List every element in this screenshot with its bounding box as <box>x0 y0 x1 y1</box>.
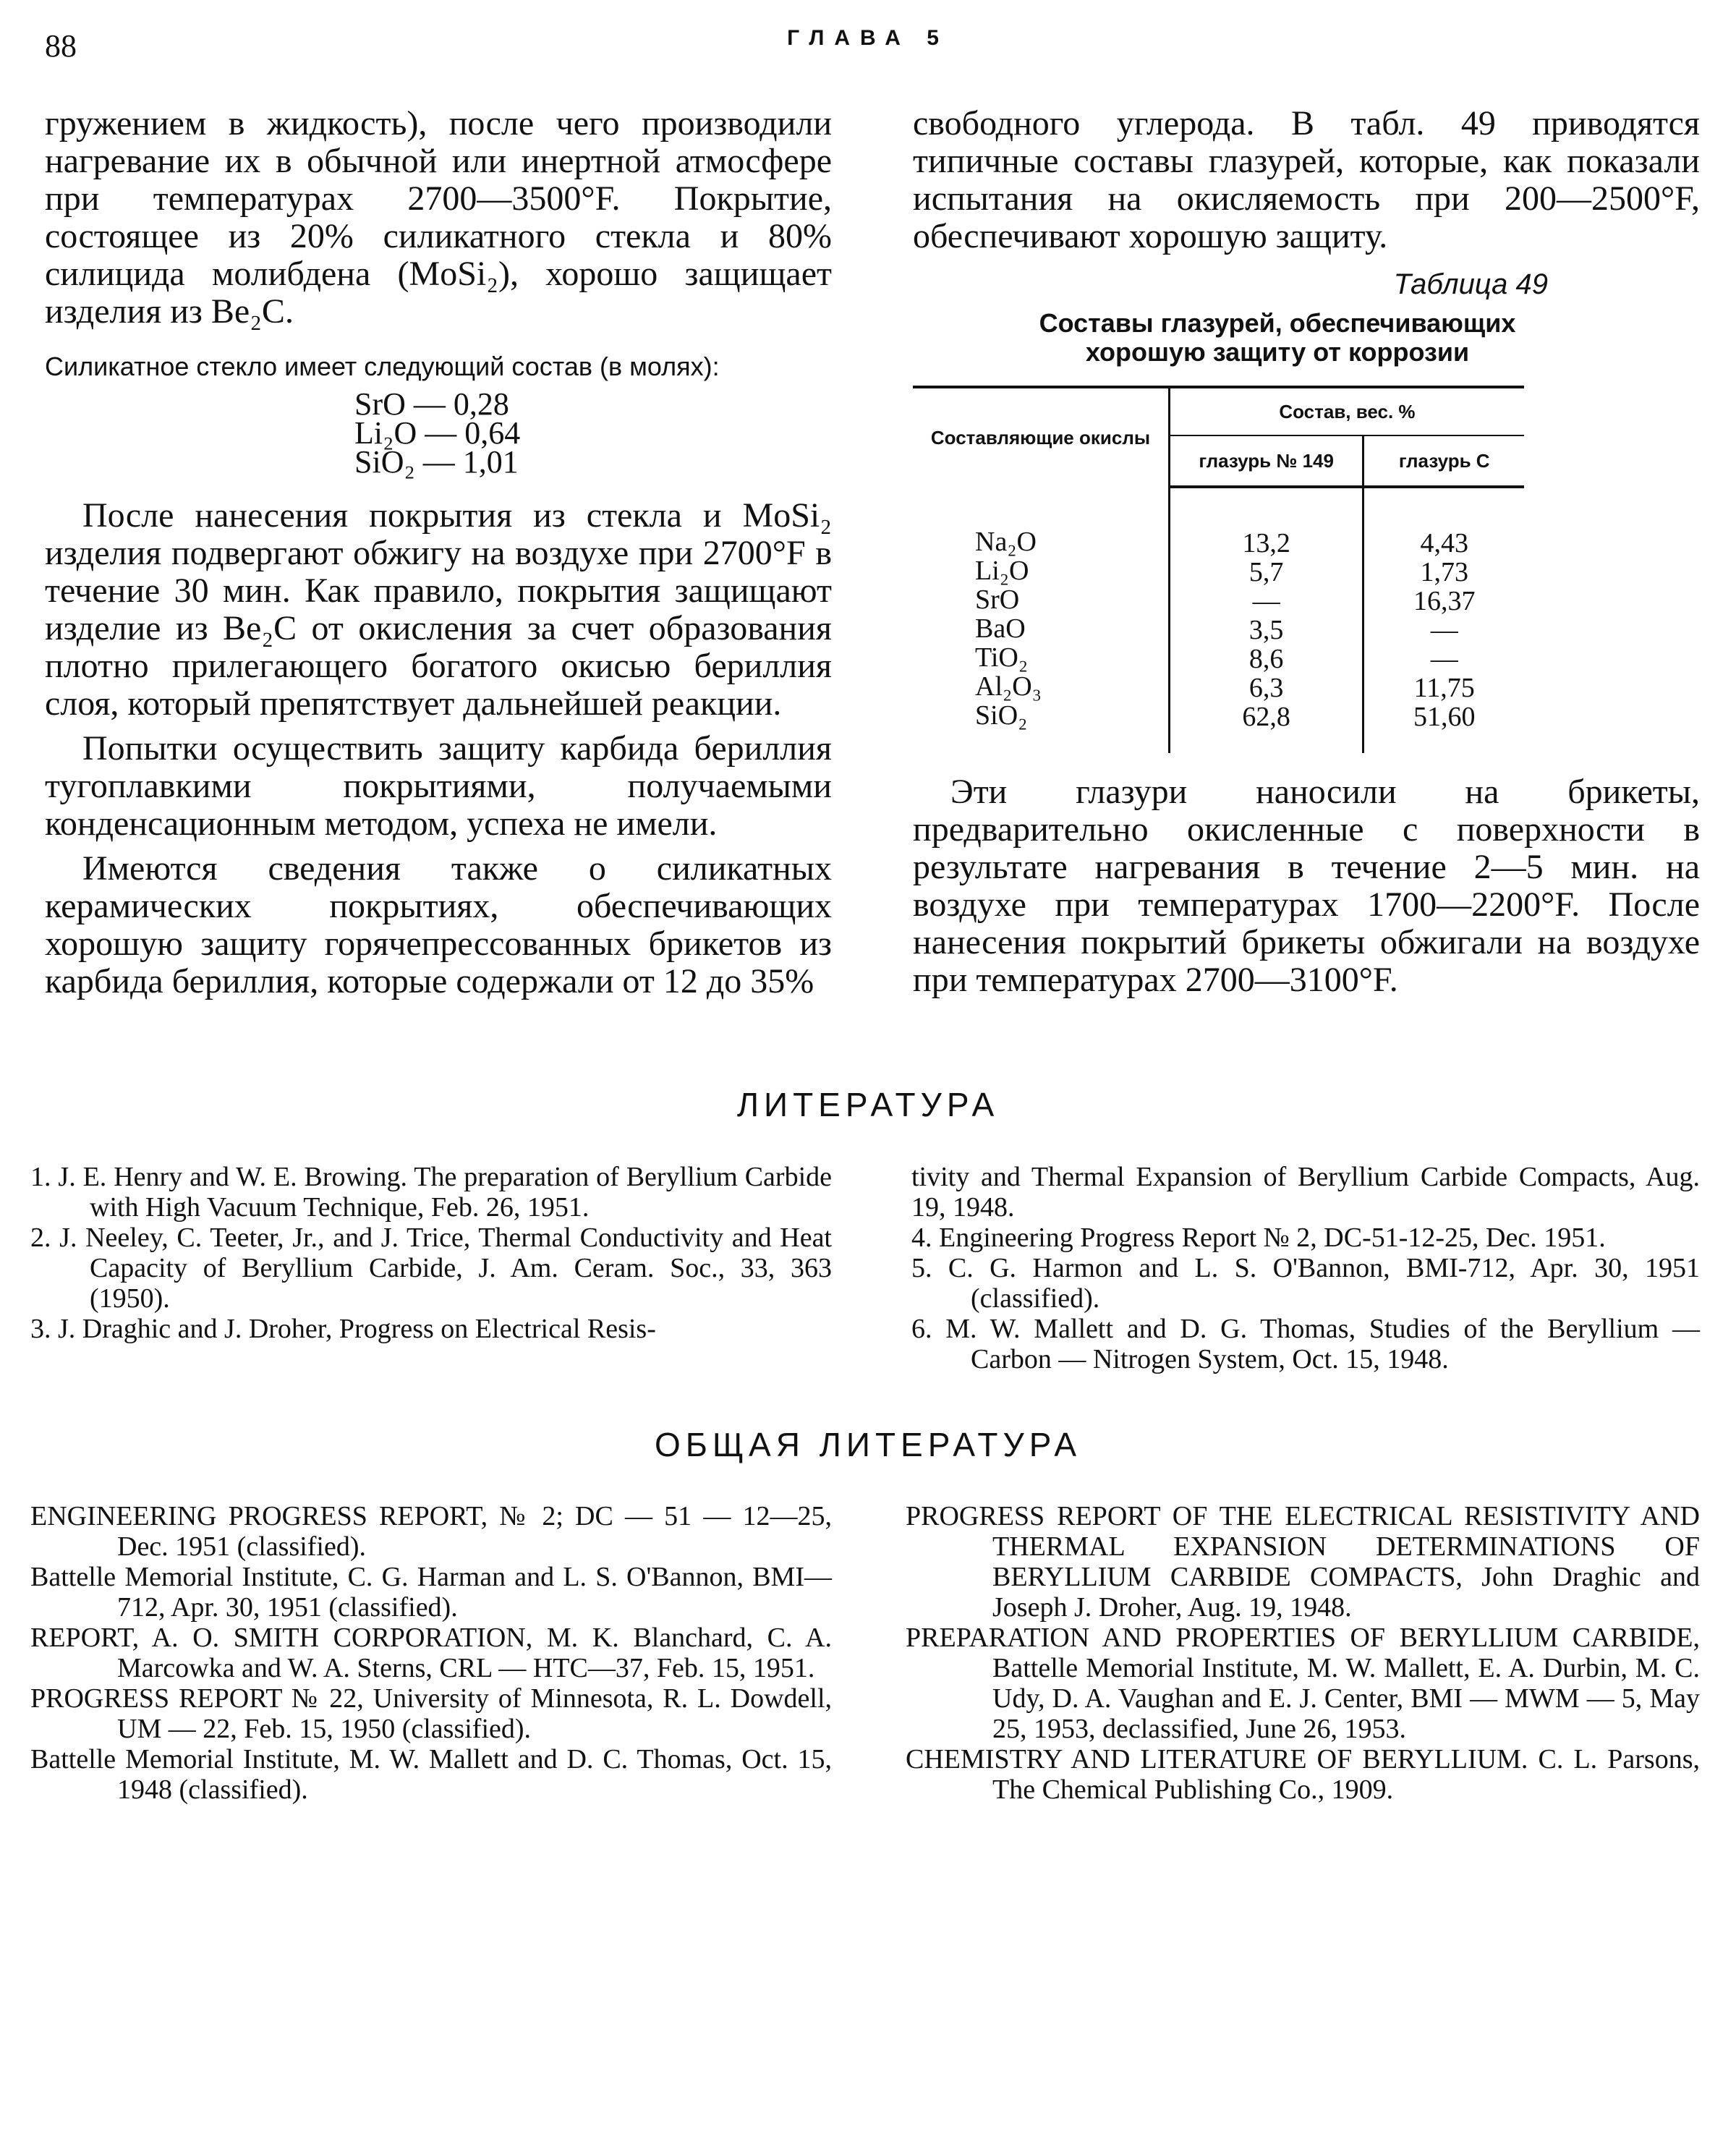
header-oxides: Составляющие окислы <box>913 387 1169 487</box>
table-caption: Таблица 49 <box>1393 268 1548 300</box>
literature-heading: ЛИТЕРАТУРА <box>736 1086 1000 1123</box>
table-body <box>913 487 1524 753</box>
general-literature-list-right <box>906 1501 1700 1805</box>
page-number: 88 <box>45 28 77 64</box>
value-cell: 11,75 <box>1413 673 1475 703</box>
formula-line: SrO — 0,28 <box>354 386 509 422</box>
table-title-line: Составы глазурей, обеспечивающих <box>1039 308 1516 338</box>
reference-item: 5. C. G. Harmon and L. S. O'Bannon, BMI-712, Apr. 30, 1951 (classified). <box>911 1253 1700 1314</box>
value-cell: — <box>1430 644 1458 674</box>
oxide-cell: BaO <box>975 613 1026 644</box>
reference-item: Battelle Memorial Institute, M. W. Mallett and D. C. Thomas, Oct. 15, 1948 (classified). <box>30 1744 832 1805</box>
reference-item: REPORT, A. O. SMITH CORPORATION, M. K. Blanchard, C. A. Marcowka and W. A. Sterns, CRL — HTC—37, Feb. 15, 1951. <box>30 1623 832 1683</box>
value-cell: 5,7 <box>1248 557 1284 587</box>
value-cell: 1,73 <box>1420 557 1468 587</box>
glass-intro: Силикатное стекло имеет следующий состав (в молях): <box>45 352 720 381</box>
reference-item: 1. J. E. Henry and W. E. Browing. The preparation of Beryllium Carbide with High Vacuum Technique, Feb. 26, 1951. <box>30 1162 832 1223</box>
oxide-cell: SiO₂ <box>975 700 1028 731</box>
formula-line: SiO₂ — 1,01 <box>354 444 519 480</box>
left-column <box>45 105 832 1000</box>
value-cell: — <box>1252 586 1280 616</box>
paragraph: гружением в жидкость), после чего производили нагревание их в обычной или инертной атмосфере при температурах 2700—3500°F. Покрытие, состоящее из 20% силикатного стекла и 80% силицида молибдена (MoSi₂), хорошо защищает изделия из Be₂C. <box>45 104 832 331</box>
value-cell: 8,6 <box>1248 644 1284 674</box>
paragraph: свободного углерода. В табл. 49 приводятся типичные составы глазурей, которые, как показали испытания на окисляемость при 200—2500°F, обеспечивают хорошую защиту. <box>913 104 1700 255</box>
right-column <box>913 105 1700 999</box>
reference-item: PREPARATION AND PROPERTIES OF BERYLLIUM CARBIDE, Battelle Memorial Institute, M. W. Mallett, E. A. Durbin, M. C. Udy, D. A. Vaughan and E. J. Center, BMI — MWM — 5, May 25, 1953, declassified, June 26, 1953. <box>906 1623 1700 1744</box>
oxides-column <box>913 487 1169 753</box>
literature-list-left <box>30 1162 832 1344</box>
literature-list-right <box>911 1162 1700 1374</box>
value-cell: 51,60 <box>1413 702 1476 732</box>
value-cell: 62,8 <box>1242 702 1290 732</box>
paragraph: После нанесения покрытия из стекла и MoSi₂ изделия подвергают обжигу на воздухе при 2700°F в течение 30 мин. Как правило, покрытия защищают изделие из Be₂C от окисления за счет образования плотно прилегающего богатого окисью бериллия слоя, который препятствует дальнейшей реакции. <box>45 496 832 723</box>
reference-item: 2. J. Neeley, C. Teeter, Jr., and J. Trice, Thermal Conductivity and Heat Capacity of Beryllium Carbide, J. Am. Ceram. Soc., 33, 363 (1950). <box>30 1223 832 1314</box>
general-literature-heading: ОБЩАЯ ЛИТЕРАТУРА <box>654 1426 1082 1463</box>
oxide-cell: Li₂O <box>975 556 1029 586</box>
header-glaze-c: глазурь C <box>1363 435 1524 487</box>
header-glaze-149: глазурь № 149 <box>1169 435 1363 487</box>
reference-continuation: tivity and Thermal Expansion of Beryllium Carbide Compacts, Aug. 19, 1948. <box>911 1162 1700 1223</box>
paragraph: Имеются сведения также о силикатных керамических покрытиях, обеспечивающих хорошую защиту горячепрессованных брикетов из карбида бериллия, которые содержали от 12 до 35% <box>45 849 832 1000</box>
general-literature-list-left <box>30 1501 832 1805</box>
reference-item: PROGRESS REPORT OF THE ELECTRICAL RESISTIVITY AND THERMAL EXPANSION DETERMINATIONS OF BERYLLIUM CARBIDE COMPACTS, John Draghic and Joseph J. Droher, Aug. 19, 1948. <box>906 1501 1700 1623</box>
oxide-cell: TiO₂ <box>975 642 1029 673</box>
paragraph: Попытки осуществить защиту карбида бериллия тугоплавкими покрытиями, получаемыми конденсационным методом, успеха не имели. <box>45 729 832 843</box>
reference-item: Battelle Memorial Institute, C. G. Harman and L. S. O'Bannon, BMI—712, Apr. 30, 1951 (classified). <box>30 1562 832 1623</box>
oxide-cell: SrO <box>975 584 1020 615</box>
reference-item: 3. J. Draghic and J. Droher, Progress on Electrical Resis- <box>30 1314 656 1344</box>
composition-table <box>913 386 1524 753</box>
value-cell: — <box>1430 615 1458 645</box>
table-title-line: хорошую защиту от коррозии <box>1085 337 1470 367</box>
reference-item: PROGRESS REPORT № 22, University of Minnesota, R. L. Dowdell, UM — 22, Feb. 15, 1950 (classified). <box>30 1683 832 1744</box>
value-cell: 6,3 <box>1248 673 1284 703</box>
formula-line: Li₂O — 0,64 <box>354 415 521 451</box>
running-head: ГЛАВА 5 <box>787 26 949 50</box>
value-cell: 13,2 <box>1242 528 1290 558</box>
reference-item: ENGINEERING PROGRESS REPORT, № 2; DC — 51 — 12—25, Dec. 1951 (classified). <box>30 1501 832 1562</box>
paragraph: Эти глазури наносили на брикеты, предварительно окисленные с поверхности в результате нагревания в течение 2—5 мин. на воздухе при температурах 1700—2200°F. После нанесения покрытий брикеты обжигали на воздухе при температурах 2700—3100°F. <box>913 773 1700 999</box>
value-cell: 16,37 <box>1413 586 1476 616</box>
value-cell: 3,5 <box>1248 615 1284 645</box>
reference-item: 4. Engineering Progress Report № 2, DC-51-12-25, Dec. 1951. <box>911 1223 1606 1253</box>
value-cell: 4,43 <box>1420 528 1468 558</box>
header-composition: Состав, вес. % <box>1169 387 1524 435</box>
reference-item: CHEMISTRY AND LITERATURE OF BERYLLIUM. C. L. Parsons, The Chemical Publishing Co., 1909. <box>906 1744 1700 1805</box>
reference-item: 6. M. W. Mallett and D. G. Thomas, Studies of the Beryllium — Carbon — Nitrogen System, Oct. 15, 1948. <box>911 1314 1700 1374</box>
oxide-cell: Na₂O <box>975 527 1037 557</box>
oxide-cell: Al₂O₃ <box>975 671 1042 702</box>
glass-composition <box>354 386 535 480</box>
glaze-c-column <box>1363 487 1524 753</box>
glaze-149-column <box>1169 487 1363 753</box>
